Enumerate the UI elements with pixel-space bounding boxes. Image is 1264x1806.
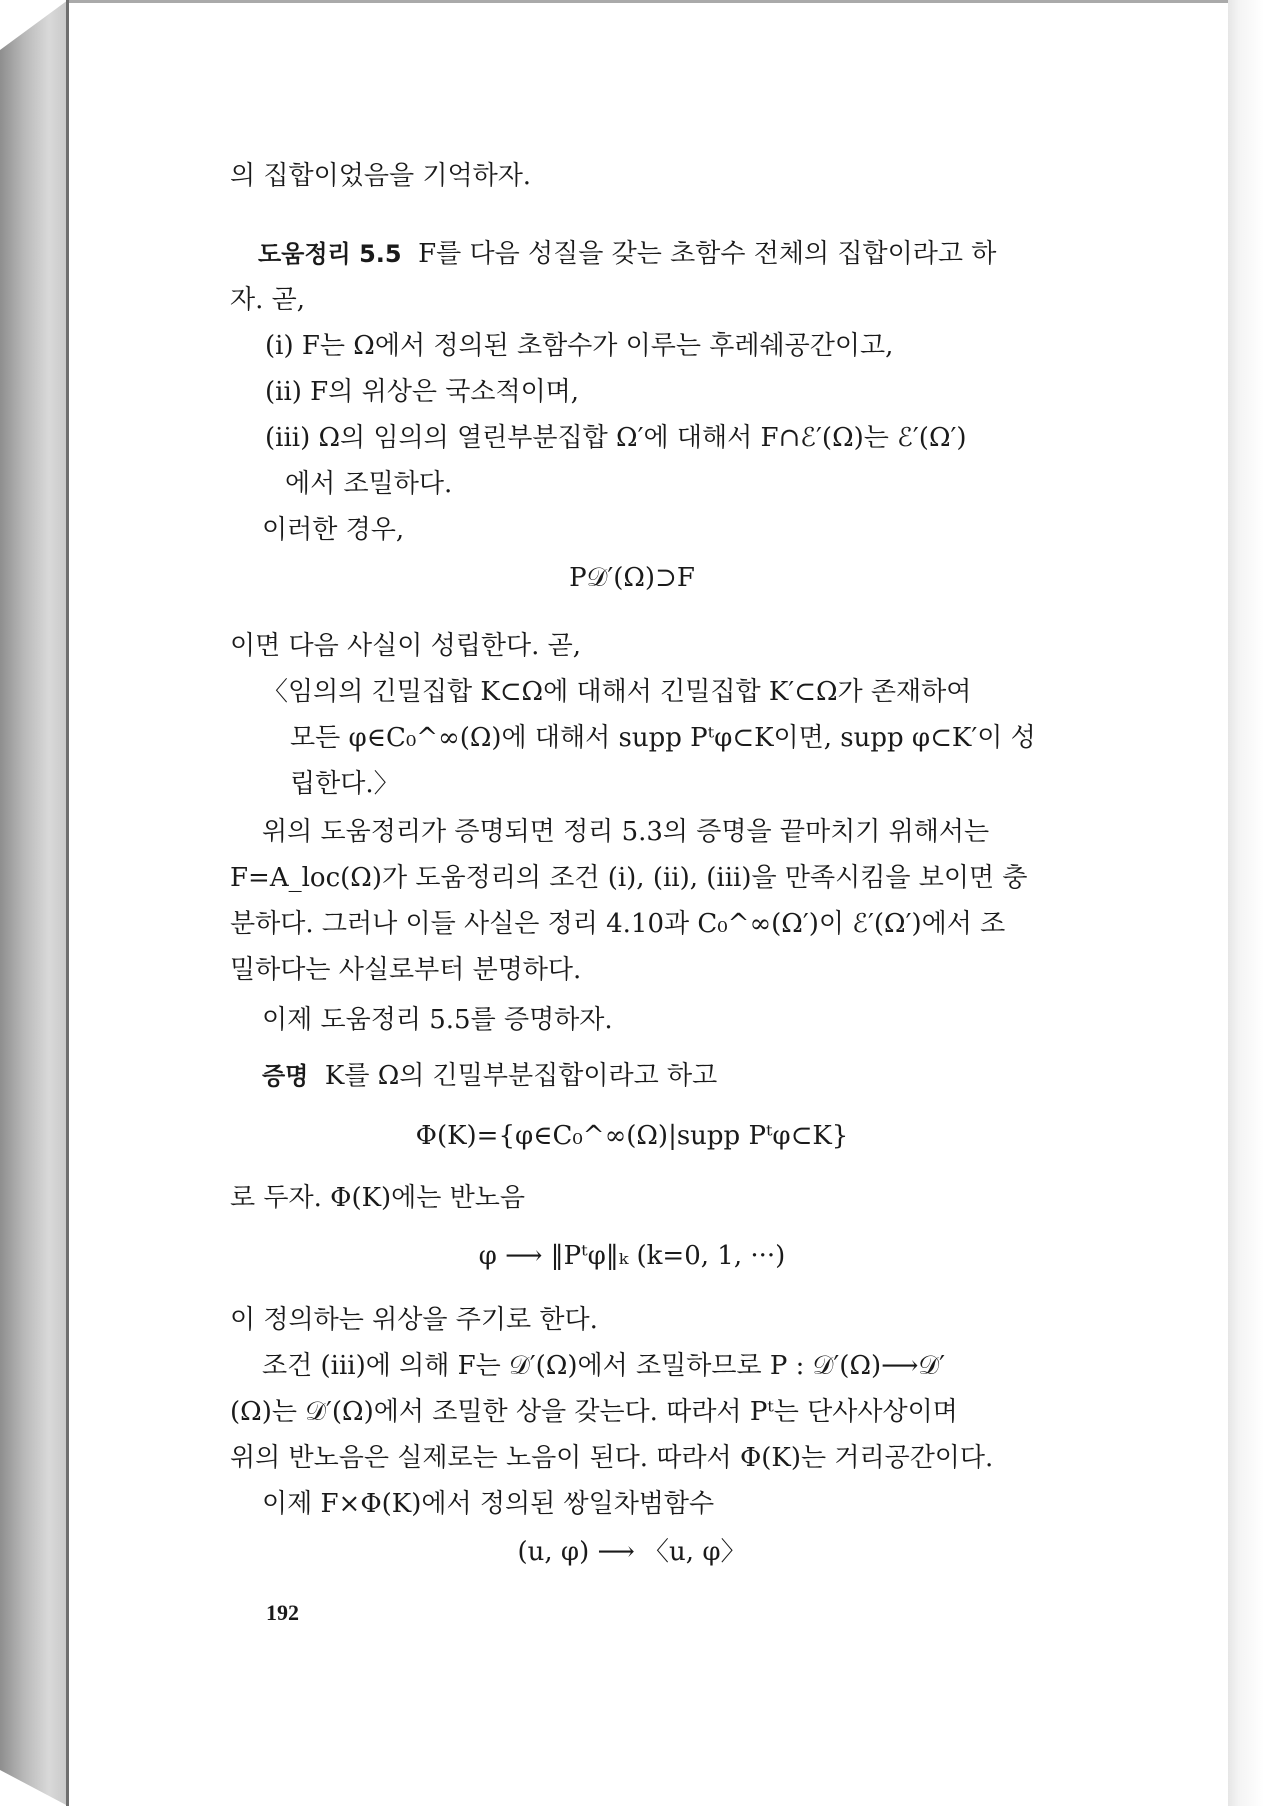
text-line: 에서 조밀하다. bbox=[285, 469, 453, 499]
display-formula: Φ(K)={φ∈C₀^∞(Ω)|supp Pᵗφ⊂K} bbox=[415, 1121, 849, 1151]
proof-text: K를 Ω의 긴밀부분집합이라고 하고 bbox=[324, 1061, 718, 1091]
text-line: 〈임의의 긴밀집합 K⊂Ω에 대해서 긴밀집합 K′⊂Ω가 존재하여 bbox=[262, 677, 972, 707]
text-line: 이러한 경우, bbox=[262, 515, 405, 545]
text-line: 위의 도움정리가 증명되면 정리 5.3의 증명을 끝마치기 위해서는 bbox=[262, 817, 990, 847]
text-line: 조건 (iii)에 의해 F는 𝒟′(Ω)에서 조밀하므로 P : 𝒟′(Ω)⟶𝒟′ bbox=[262, 1351, 946, 1381]
text-line: 이제 도움정리 5.5를 증명하자. bbox=[262, 1005, 613, 1035]
text-line: 로 두자. Φ(K)에는 반노음 bbox=[230, 1183, 526, 1213]
text-line: 의 집합이었음을 기억하자. bbox=[230, 161, 532, 191]
text-line: 위의 반노음은 실제로는 노음이 된다. 따라서 Φ(K)는 거리공간이다. bbox=[230, 1443, 994, 1473]
text-line: 분하다. 그러나 이들 사실은 정리 4.10과 C₀^∞(Ω′)이 ℰ′(Ω′)에서 조 bbox=[230, 909, 1006, 939]
display-formula: P𝒟′(Ω)⊃F bbox=[569, 563, 695, 593]
lemma-label: 도움정리 5.5 bbox=[258, 240, 402, 268]
page-top-border bbox=[69, 0, 1239, 3]
lemma-heading bbox=[258, 237, 996, 271]
text-line: 밀하다는 사실로부터 분명하다. bbox=[230, 955, 582, 985]
lemma-text: F를 다음 성질을 갖는 초함수 전체의 집합이라고 하 bbox=[418, 239, 997, 269]
text-line: 이면 다음 사실이 성립한다. 곧, bbox=[230, 631, 581, 661]
text-line: 립한다.〉 bbox=[290, 769, 400, 799]
proof-label: 증명 bbox=[262, 1062, 309, 1090]
page-number: 192 bbox=[266, 1600, 299, 1625]
condition-item: (i) F는 Ω에서 정의된 초함수가 이루는 후레쉐공간이고, bbox=[265, 331, 894, 361]
text-line: F=A_loc(Ω)가 도움정리의 조건 (i), (ii), (iii)을 만족시킴을 보이면 충 bbox=[230, 863, 1028, 893]
text-line: 이 정의하는 위상을 주기로 한다. bbox=[230, 1305, 598, 1335]
display-formula: (u, φ) ⟶ 〈u, φ〉 bbox=[517, 1537, 747, 1567]
text-line: 자. 곧, bbox=[230, 285, 306, 315]
condition-item: (iii) Ω의 임의의 열린부분집합 Ω′에 대해서 F∩ℰ′(Ω)는 ℰ′(Ω′) bbox=[265, 423, 967, 453]
display-formula: φ ⟶ ‖Pᵗφ‖ₖ (k=0, 1, ···) bbox=[478, 1241, 786, 1271]
condition-item: (ii) F의 위상은 국소적이며, bbox=[265, 377, 580, 407]
text-line: (Ω)는 𝒟′(Ω)에서 조밀한 상을 갖는다. 따라서 Pᵗ는 단사사상이며 bbox=[230, 1397, 958, 1427]
text-line: 이제 F×Φ(K)에서 정의된 쌍일차범함수 bbox=[262, 1489, 715, 1519]
text-line: 모든 φ∈C₀^∞(Ω)에 대해서 supp Pᵗφ⊂K이면, supp φ⊂K′이 성 bbox=[290, 723, 1036, 753]
proof-heading bbox=[262, 1059, 717, 1093]
